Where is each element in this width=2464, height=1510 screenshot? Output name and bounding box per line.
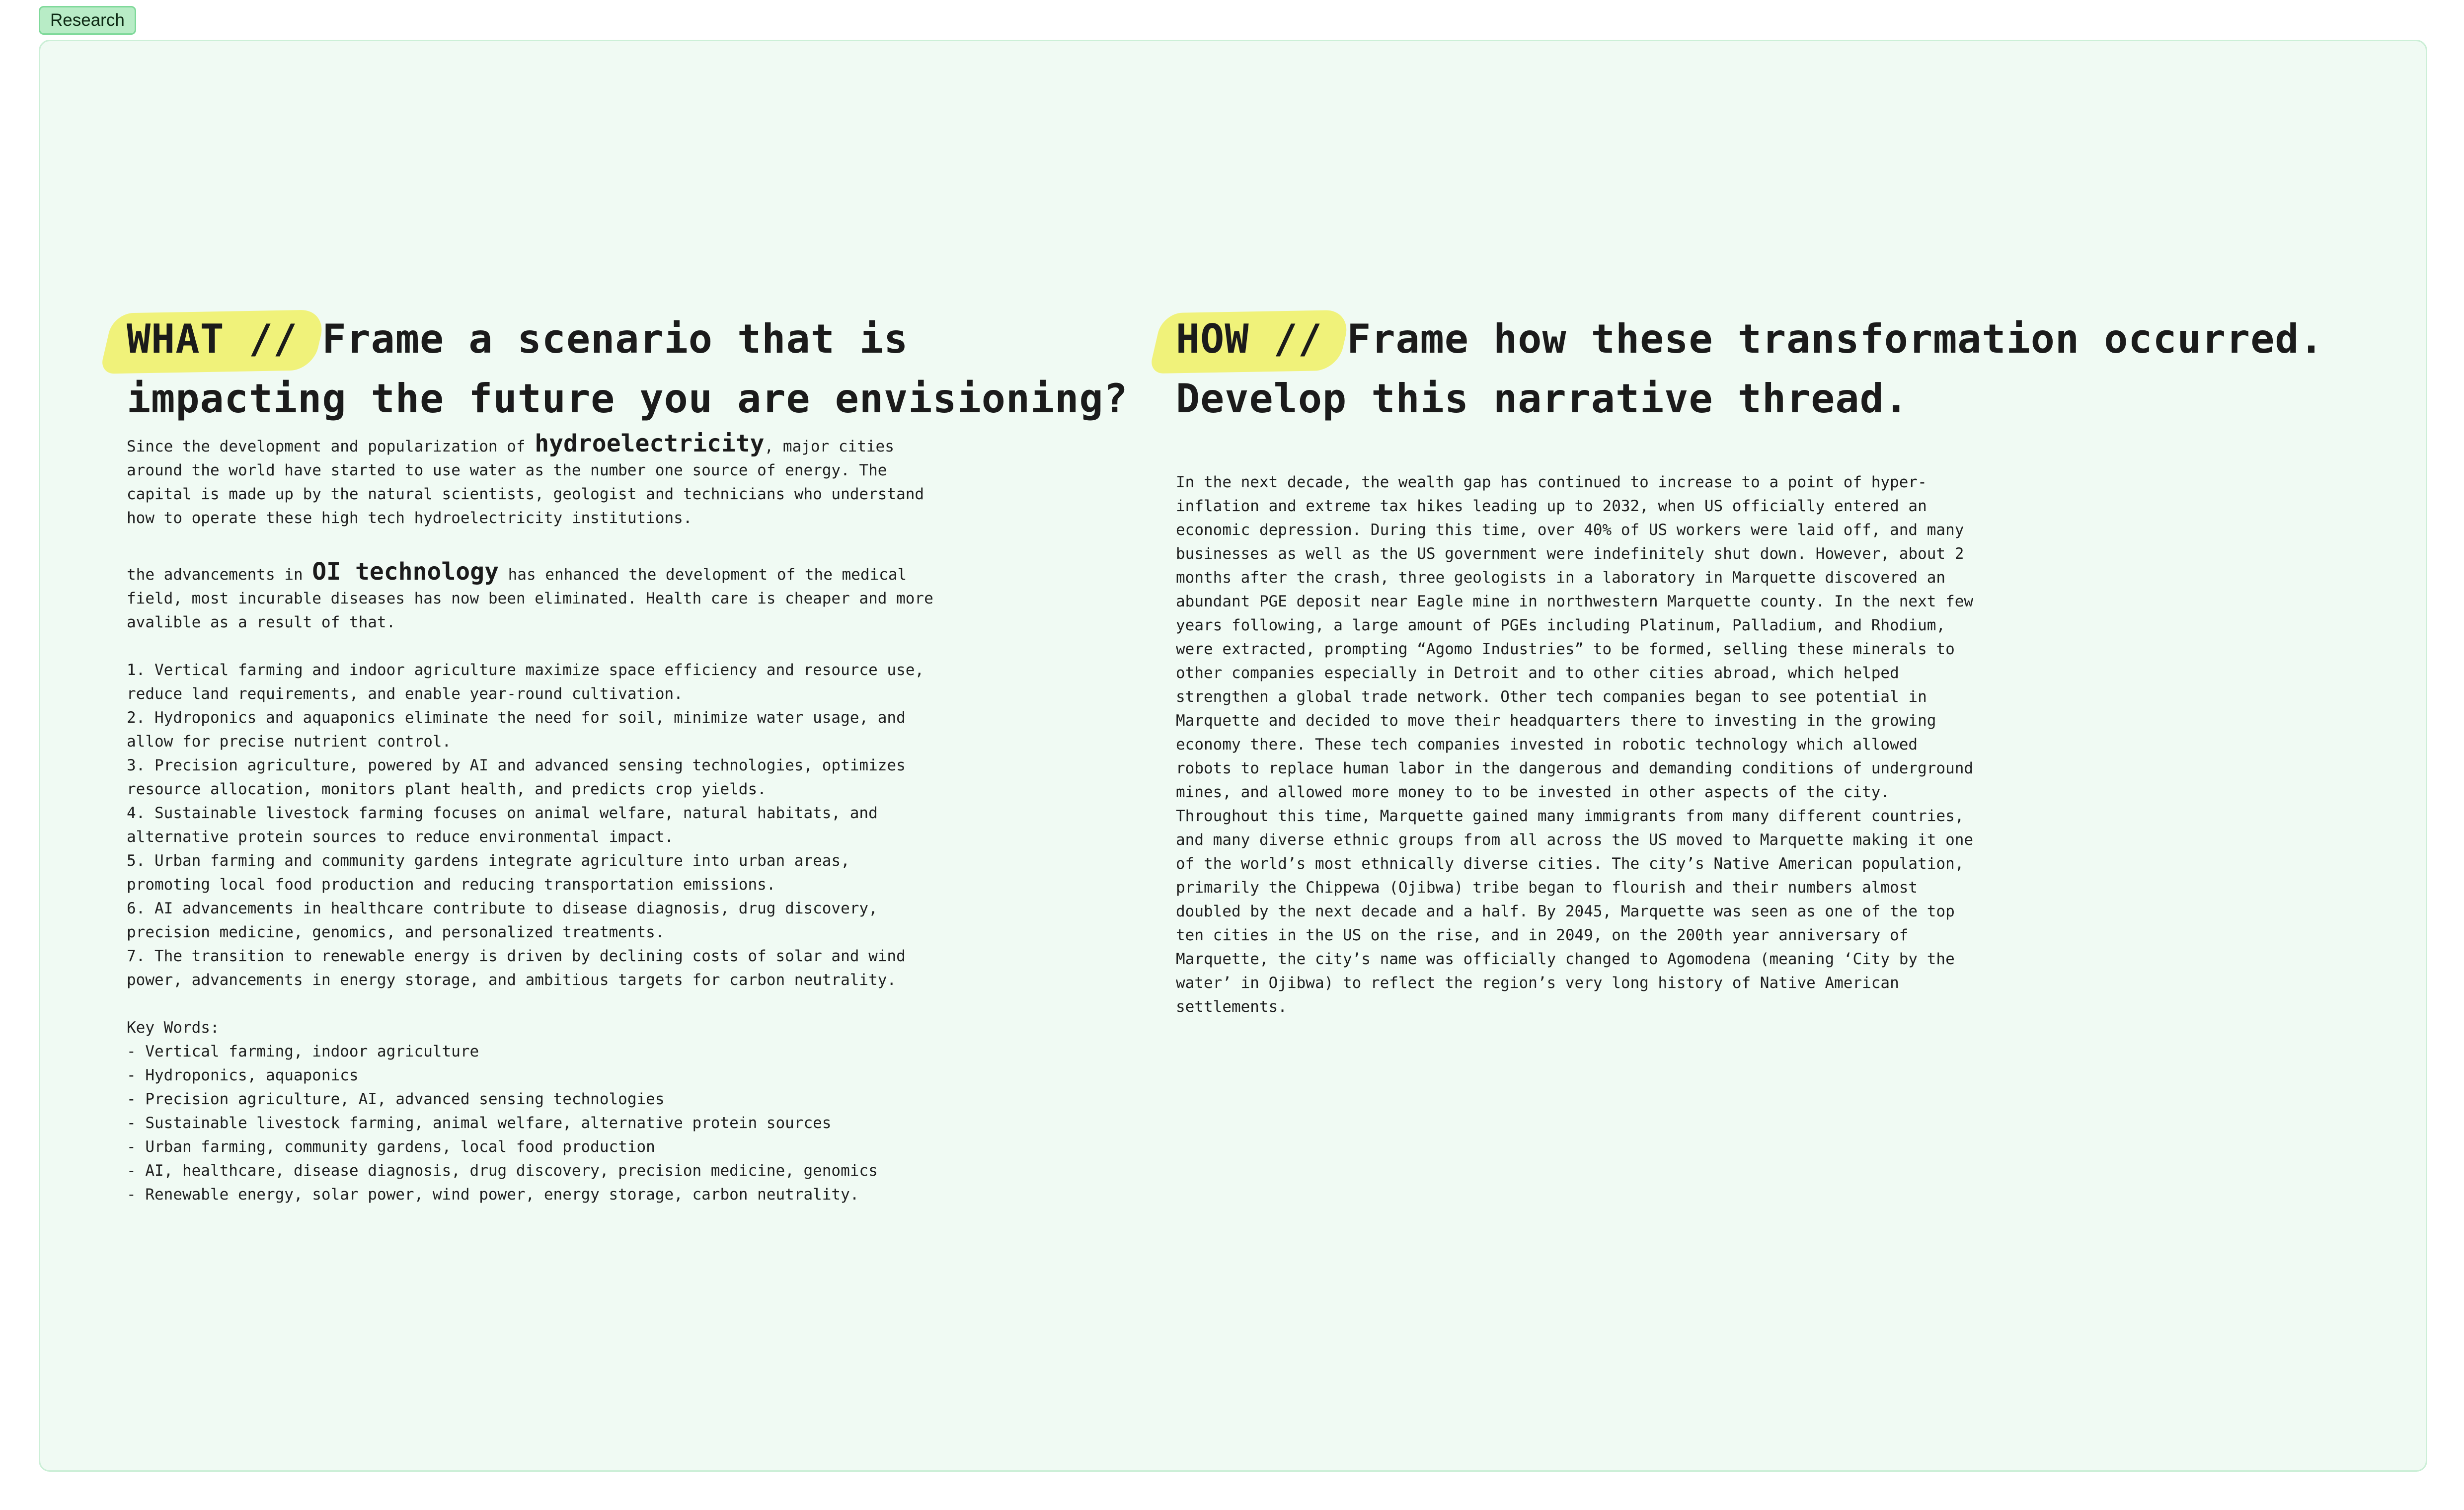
keywords-list xyxy=(127,1040,1170,1207)
how-highlight: HOW // xyxy=(1176,309,1322,369)
list-item: 1. Vertical farming and indoor agriculture maximize space efficiency and resource use, reduce land requirements, and enable year-round cultivation. xyxy=(127,661,924,703)
keyword-item: - AI, healthcare, disease diagnosis, drug discovery, precision medicine, genomics xyxy=(127,1162,878,1180)
keyword-item: - Urban farming, community gardens, local food production xyxy=(127,1138,655,1156)
how-heading xyxy=(1176,309,2368,429)
list-item: 3. Precision agriculture, powered by AI and advanced sensing technologies, optimizes resource allocation, monitors plant health, and predicts crop yields. xyxy=(127,756,906,798)
keyword-item: - Sustainable livestock farming, animal welfare, alternative protein sources xyxy=(127,1114,832,1132)
para1-text-before: Since the development and popularization of xyxy=(127,438,535,455)
list-item: 6. AI advancements in healthcare contribute to disease diagnosis, drug discovery, precision medicine, genomics, and personalized treatments. xyxy=(127,900,878,941)
what-heading-line2: impacting the future you are envisioning? xyxy=(127,376,1128,422)
what-paragraph-oi xyxy=(127,560,1170,634)
keyword-item: - Hydroponics, aquaponics xyxy=(127,1066,359,1084)
how-column xyxy=(1176,309,2368,1019)
numbered-list xyxy=(127,658,1170,992)
research-tag[interactable]: Research xyxy=(39,6,136,35)
list-item: 5. Urban farming and community gardens integrate agriculture into urban areas, promoting local food production and reducing transportation emissions. xyxy=(127,852,850,894)
how-heading-line1: Frame how these transformation occurred. xyxy=(1322,316,2324,362)
keyword-hydroelectricity: hydroelectricity xyxy=(535,430,765,457)
research-panel xyxy=(39,40,2427,1472)
how-narrative: In the next decade, the wealth gap has continued to increase to a point of hyper- inflation and extreme tax hikes leading up to 2032, when US officially entered an economic depression. During this time, over 40% of US workers were laid off, and many businesses as well as the US government were indefinitely shut down. However, about 2 months after the crash, three geologists in a laboratory in Marquette discovered an abundant PGE deposit near Eagle mine in northwestern Marquette county. In the next few years following, a large amount of PGEs including Platinum, Palladium, and Rhodium, were extracted, prompting “Agomo Industries” to be formed, selling these minerals to other companies especially in Detroit and to other cities abroad, which helped strengthen a global trade network. Other tech companies began to see potential in Marquette and decided to move their headquarters there to investing in the growing economy there. These tech companies invested in robotic technology which allowed robots to replace human labor in the dangerous and demanding conditions of underground mines, and allowed more money to to be invested in other aspects of the city. Throughout this time, Marquette gained many immigrants from many different countries, and many diverse ethnic groups from all across the US moved to Marquette making it one of the world’s most ethnically diverse cities. The city’s Native American population, primarily the Chippewa (Ojibwa) tribe began to flourish and their numbers almost doubled by the next decade and a half. By 2045, Marquette was seen as one of the top ten cities in the US on the rise, and in 2049, on the 200th year anniversary of Marquette, the city’s name was officially changed to Agomodena (meaning ‘City by the water’ in Ojibwa) to reflect the region’s very long history of Native American settlements. xyxy=(1176,473,1974,1016)
list-item: 2. Hydroponics and aquaponics eliminate the need for soil, minimize water usage, and allow for precise nutrient control. xyxy=(127,709,906,751)
what-highlight: WHAT // xyxy=(127,309,298,369)
keyword-item: - Precision agriculture, AI, advanced sensing technologies xyxy=(127,1090,665,1108)
para2-text-after: has enhanced the development of the medical field, most incurable diseases has now been eliminated. Health care is cheaper and more avalible as a result of that. xyxy=(127,566,933,631)
what-paragraph-hydro xyxy=(127,432,1170,530)
what-heading-line1: Frame a scenario that is xyxy=(298,316,909,362)
keyword-item: - Renewable energy, solar power, wind power, energy storage, carbon neutrality. xyxy=(127,1186,859,1204)
list-item: 4. Sustainable livestock farming focuses on animal welfare, natural habitats, and alternative protein sources to reduce environmental impact. xyxy=(127,804,878,846)
what-column xyxy=(127,309,1170,1207)
what-heading xyxy=(127,309,1170,429)
para1-text-after: , major cities around the world have started to use water as the number one source of energy. The capital is made up by the natural scientists, geologist and technicians who understand how to operate these high tech hydroelectricity institutions. xyxy=(127,438,924,527)
keywords-title: Key Words: xyxy=(127,1019,220,1037)
keyword-item: - Vertical farming, indoor agriculture xyxy=(127,1043,479,1060)
keyword-oi-technology: OI technology xyxy=(312,558,499,586)
para2-text-before: the advancements in xyxy=(127,566,312,584)
how-heading-line2: Develop this narrative thread. xyxy=(1176,376,1909,422)
list-item: 7. The transition to renewable energy is driven by declining costs of solar and wind power, advancements in energy storage, and ambitious targets for carbon neutrality. xyxy=(127,947,906,989)
